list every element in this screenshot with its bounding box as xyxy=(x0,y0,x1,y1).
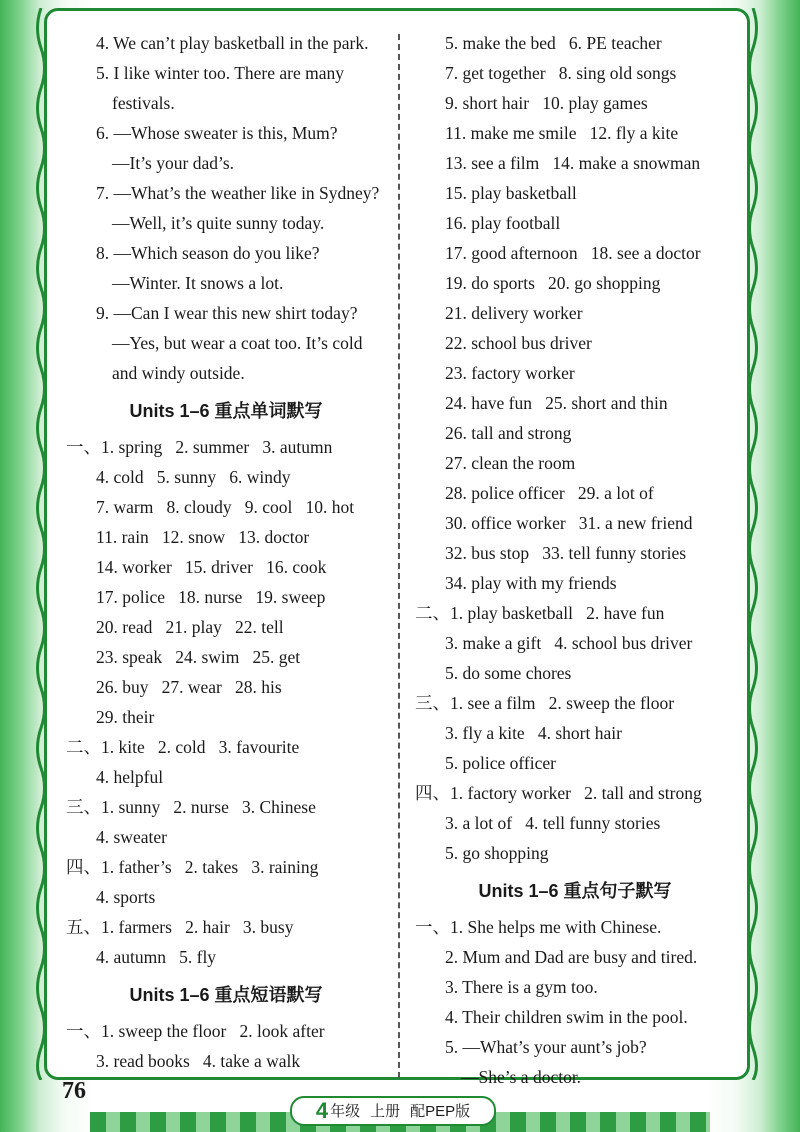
left-column xyxy=(66,28,386,1076)
answer-line: 23. factory worker xyxy=(445,363,575,383)
answer-line: 5. I like winter too. There are many xyxy=(96,63,344,83)
answer-line: 3. fly a kite 4. short hair xyxy=(445,723,622,743)
page-number: 76 xyxy=(62,1078,86,1104)
answer-line: and windy outside. xyxy=(112,363,245,383)
answer-line: 三、1. see a film 2. sweep the floor xyxy=(415,693,675,713)
answer-line: 4. autumn 5. fly xyxy=(96,947,217,967)
answer-line: 6. —Whose sweater is this, Mum? xyxy=(96,123,338,143)
answer-line: 3. There is a gym too. xyxy=(445,977,598,997)
section-heading: Units 1–6 重点句子默写 xyxy=(478,881,672,901)
answer-line: festivals. xyxy=(112,93,175,113)
answer-line: —Winter. It snows a lot. xyxy=(112,273,284,293)
answer-line: 7. get together 8. sing old songs xyxy=(445,63,677,83)
answer-line: 26. buy 27. wear 28. his xyxy=(96,677,282,697)
answer-line: 11. make me smile 12. fly a kite xyxy=(445,123,679,143)
answer-line: 13. see a film 14. make a snowman xyxy=(445,153,701,173)
answer-line: 11. rain 12. snow 13. doctor xyxy=(96,527,310,547)
answer-line: 一、1. spring 2. summer 3. autumn xyxy=(66,437,333,457)
answer-line: 4. sports xyxy=(96,887,156,907)
answer-line: 22. school bus driver xyxy=(445,333,592,353)
answer-line: 5. police officer xyxy=(445,753,556,773)
answer-line: 20. read 21. play 22. tell xyxy=(96,617,284,637)
answer-line: 30. office worker 31. a new friend xyxy=(445,513,693,533)
answer-line: 3. read books 4. take a walk xyxy=(96,1051,301,1071)
answer-line: 14. worker 15. driver 16. cook xyxy=(96,557,327,577)
answer-line: 3. a lot of 4. tell funny stories xyxy=(445,813,661,833)
section-heading: Units 1–6 重点短语默写 xyxy=(129,985,323,1005)
answer-line: 4. sweater xyxy=(96,827,167,847)
answer-line: 23. speak 24. swim 25. get xyxy=(96,647,301,667)
answer-line: 28. police officer 29. a lot of xyxy=(445,483,654,503)
answer-line: 19. do sports 20. go shopping xyxy=(445,273,661,293)
answer-line: 17. police 18. nurse 19. sweep xyxy=(96,587,326,607)
answer-line: 二、1. kite 2. cold 3. favourite xyxy=(66,737,300,757)
answer-line: 5. do some chores xyxy=(445,663,572,683)
answer-line: 一、1. She helps me with Chinese. xyxy=(415,917,662,937)
answer-line: 17. good afternoon 18. see a doctor xyxy=(445,243,701,263)
volume-label: 上册 xyxy=(370,1103,401,1120)
answer-line: 4. Their children swim in the pool. xyxy=(445,1007,688,1027)
answer-line: —It’s your dad’s. xyxy=(112,153,235,173)
answer-line: 5. —What’s your aunt’s job? xyxy=(445,1037,647,1057)
answer-line: —Yes, but wear a coat too. It’s cold xyxy=(112,333,363,353)
answer-line: 四、1. father’s 2. takes 3. raining xyxy=(66,857,319,877)
answer-line: 29. their xyxy=(96,707,155,727)
answer-line: 4. We can’t play basketball in the park. xyxy=(96,33,369,53)
answer-line: 32. bus stop 33. tell funny stories xyxy=(445,543,687,563)
answer-line: 三、1. sunny 2. nurse 3. Chinese xyxy=(66,797,316,817)
answer-line: 四、1. factory worker 2. tall and strong xyxy=(415,783,702,803)
column-divider xyxy=(398,34,400,1078)
answer-line: 二、1. play basketball 2. have fun xyxy=(415,603,665,623)
answer-line: 16. play football xyxy=(445,213,561,233)
answer-line: 3. make a gift 4. school bus driver xyxy=(445,633,693,653)
answer-line: —She’s a doctor. xyxy=(461,1067,582,1087)
answer-line: 24. have fun 25. short and thin xyxy=(445,393,668,413)
answer-line: 4. cold 5. sunny 6. windy xyxy=(96,467,291,487)
answer-line: 一、1. sweep the floor 2. look after xyxy=(66,1021,325,1041)
answer-line: 5. make the bed 6. PE teacher xyxy=(445,33,662,53)
answer-line: 5. go shopping xyxy=(445,843,549,863)
answer-line: 2. Mum and Dad are busy and tired. xyxy=(445,947,698,967)
answer-line: 7. —What’s the weather like in Sydney? xyxy=(96,183,380,203)
answer-line: 34. play with my friends xyxy=(445,573,617,593)
answer-line: —Well, it’s quite sunny today. xyxy=(112,213,325,233)
answer-line: 9. —Can I wear this new shirt today? xyxy=(96,303,358,323)
section-heading: Units 1–6 重点单词默写 xyxy=(129,401,323,421)
answer-line: 7. warm 8. cloudy 9. cool 10. hot xyxy=(96,497,355,517)
answer-line: 4. helpful xyxy=(96,767,164,787)
edition-label: 配PEP版 xyxy=(410,1103,471,1120)
answer-line: 8. —Which season do you like? xyxy=(96,243,320,263)
grade-badge xyxy=(290,1096,496,1126)
grade-label: 年级 xyxy=(330,1103,361,1120)
answer-line: 15. play basketball xyxy=(445,183,577,203)
right-column xyxy=(415,28,735,1092)
grade-number: 4 xyxy=(315,1098,329,1123)
answer-line: 27. clean the room xyxy=(445,453,576,473)
answer-line: 9. short hair 10. play games xyxy=(445,93,648,113)
answer-line: 21. delivery worker xyxy=(445,303,583,323)
answer-line: 五、1. farmers 2. hair 3. busy xyxy=(66,917,294,937)
answer-line: 26. tall and strong xyxy=(445,423,572,443)
